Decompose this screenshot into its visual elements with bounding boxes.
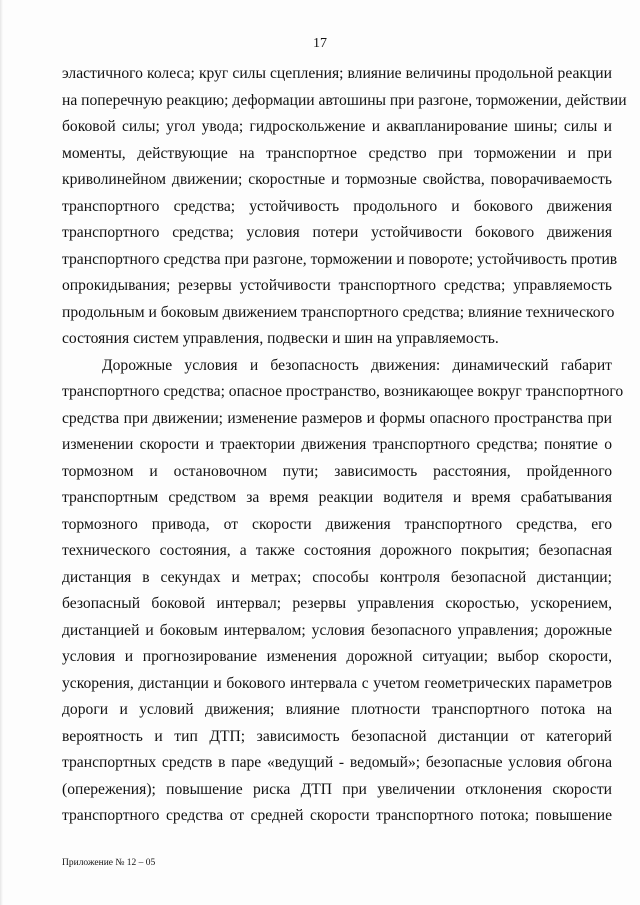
text-line: дороги и условий движения; влияние плотности транспортного потока на — [62, 701, 612, 718]
text-line: средства при движении; изменение размеров и формы опасного пространства при — [62, 409, 612, 427]
text-line: безопасный боковой интервал; резервы управления скоростью, ускорением, — [62, 595, 612, 612]
text-line: моменты, действующие на транспортное средство при торможении и при — [62, 144, 612, 162]
page-number: 17 — [313, 36, 327, 51]
text-line: боковой силы; угол увода; гидроскольжение и аквапланирование шины; силы и — [62, 118, 612, 135]
text-line: транспортного средства; условия потери устойчивости бокового движения — [62, 224, 612, 241]
footer-note: Приложение № 12 – 05 — [62, 858, 156, 868]
text-line: транспортного средства; устойчивость продольного и бокового движения — [62, 197, 612, 215]
text-line: на поперечную реакцию; деформации автошины при разгоне, торможении, действии — [62, 91, 627, 109]
text-line: тормозного привода, от скорости движения транспортного средства, его — [62, 515, 612, 533]
text-line: транспортных средств в паре «ведущий - ведомый»; безопасные условия обгона — [62, 754, 612, 771]
text-line: технического состояния, а также состояния дорожного покрытия; безопасная — [62, 542, 612, 559]
paragraph-2 — [62, 353, 624, 830]
text-line: опрокидывания; резервы устойчивости транспортного средства; управляемость — [62, 277, 612, 294]
text-line: (опережения); повышение риска ДТП при увеличении отклонения скорости — [62, 780, 612, 798]
text-line: продольным и боковым движением транспортного средства; влияние технического — [62, 303, 615, 321]
text-line: ускорения, дистанции и бокового интервала с учетом геометрических параметров — [62, 674, 612, 692]
text-line: тормозном и остановочном пути; зависимость расстояния, пройденного — [62, 462, 612, 480]
text-line: дистанция в секундах и метрах; способы контроля безопасной дистанции; — [62, 568, 612, 586]
scan-edge — [0, 0, 3, 905]
text-line: транспортным средством за время реакции водителя и время срабатывания — [62, 489, 612, 506]
body-text — [62, 61, 627, 830]
text-line: криволинейном движении; скоростные и тормозные свойства, поворачиваемость — [62, 171, 612, 188]
paragraph-1 — [62, 61, 627, 353]
text-line: транспортного средства при разгоне, торможении и повороте; устойчивость против — [62, 250, 618, 268]
text-line: вероятность и тип ДТП; зависимость безопасной дистанции от категорий — [62, 727, 612, 745]
text-line: изменении скорости и траектории движения транспортного средства; понятие о — [62, 436, 612, 453]
text-line: транспортного средства; опасное пространство, возникающее вокруг транспортного — [62, 383, 624, 400]
text-line: дистанцией и боковым интервалом; условия безопасного управления; дорожные — [62, 621, 612, 639]
text-line: транспортного средства от средней скорости транспортного потока; повышение — [62, 807, 612, 824]
text-line: эластичного колеса; круг силы сцепления; влияние величины продольной реакции — [62, 65, 612, 82]
text-line: Дорожные условия и безопасность движения: динамический габарит — [102, 356, 612, 374]
text-line: условия и прогнозирование изменения дорожной ситуации; выбор скорости, — [62, 648, 612, 665]
text-line: состояния систем управления, подвески и шин на управляемость. — [62, 330, 499, 347]
